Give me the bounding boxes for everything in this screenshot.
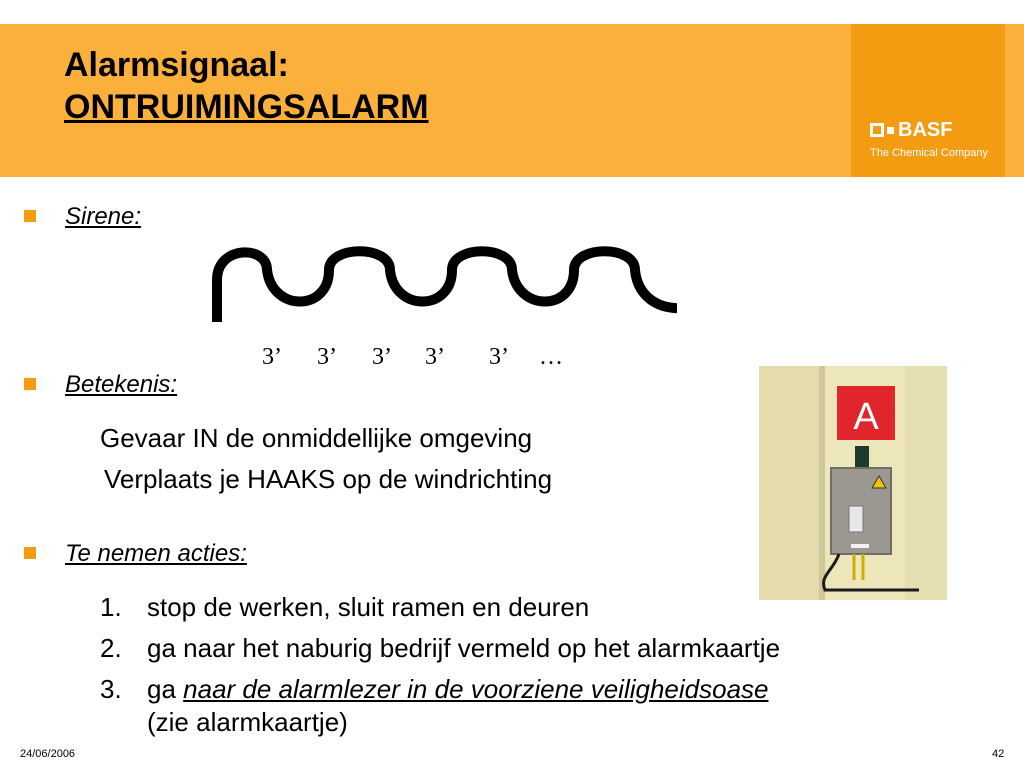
action-1-number: 1. — [100, 592, 122, 622]
footer-date: 24/06/2006 — [20, 748, 76, 760]
duration-3: 3’ — [372, 344, 392, 370]
bullet-sirene-icon — [24, 210, 36, 222]
betekenis-line-1: Gevaar IN de onmiddellijke omgeving — [100, 423, 533, 453]
duration-5: 3’ — [489, 344, 509, 370]
duration-ellipsis: … — [539, 344, 563, 370]
title-line-2: ONTRUIMINGSALARM — [64, 88, 429, 126]
basf-logo — [870, 119, 952, 141]
duration-4: 3’ — [425, 344, 445, 370]
betekenis-line-2: Verplaats je HAAKS op de windrichting — [104, 464, 553, 494]
betekenis-label: Betekenis: — [65, 371, 178, 398]
sign-letter: A — [853, 396, 879, 438]
logo-square-outline-icon — [870, 123, 884, 137]
action-3-link-text: naar de alarmlezer in de voorziene veiligheidsoase — [183, 674, 769, 704]
action-3-prefix: ga — [147, 674, 184, 704]
title-line-1: Alarmsignaal: — [64, 46, 289, 84]
duration-1: 3’ — [262, 344, 282, 370]
action-2-number: 2. — [100, 633, 122, 663]
bullet-betekenis-icon — [24, 378, 36, 390]
logo-tagline: The Chemical Company — [870, 147, 988, 159]
action-1-text: stop de werken, sluit ramen en deuren — [147, 592, 590, 622]
slide-title — [64, 44, 429, 128]
action-3-number: 3. — [100, 674, 122, 704]
action-2-text: ga naar het naburig bedrijf vermeld op het alarmkaartje — [147, 633, 781, 663]
duration-2: 3’ — [317, 344, 337, 370]
logo-text: BASF — [898, 118, 953, 141]
acties-label: Te nemen acties: — [65, 540, 247, 567]
siren-wave-icon — [212, 240, 677, 322]
logo-square-solid-icon — [887, 127, 894, 134]
bullet-acties-icon — [24, 547, 36, 559]
sirene-label: Sirene: — [65, 203, 142, 230]
siren-wave-diagram — [212, 240, 677, 327]
footer-page-number: 42 — [992, 748, 1005, 760]
alarm-reader-photo — [759, 366, 947, 600]
action-3-text — [147, 674, 769, 705]
action-3-suffix: (zie alarmkaartje) — [147, 707, 348, 737]
siren-durations — [262, 344, 563, 371]
alarm-reader-illustration — [759, 366, 947, 600]
